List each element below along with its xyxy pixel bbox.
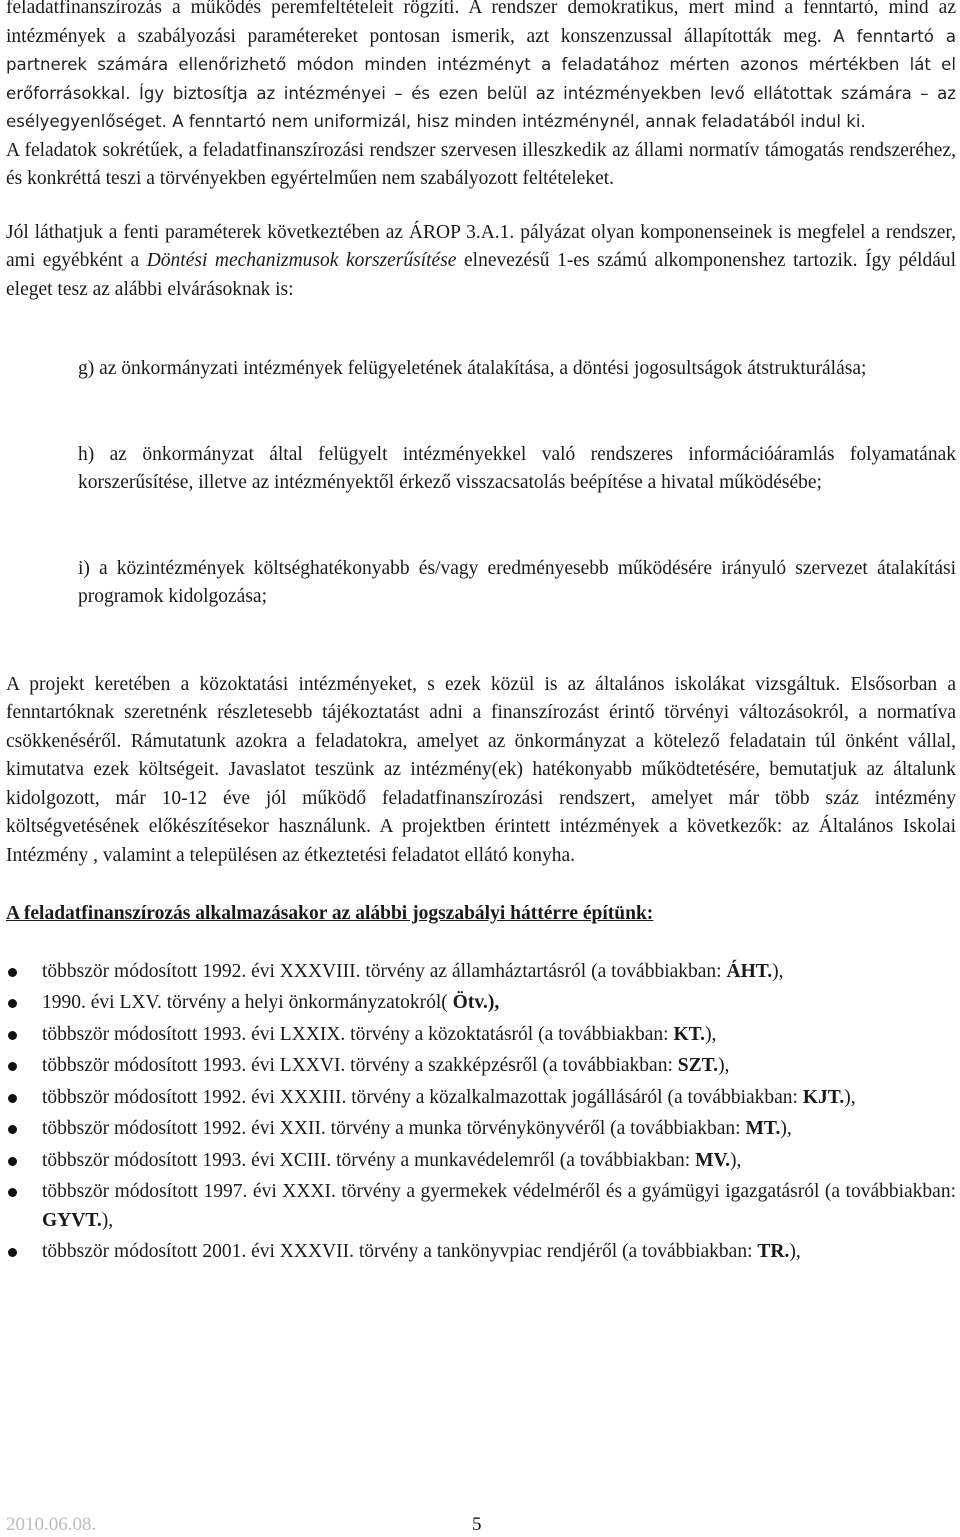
law-abbreviation: Ötv.), bbox=[452, 992, 500, 1013]
bullet-icon bbox=[8, 999, 17, 1008]
legal-background-heading: A feladatfinanszírozás alkalmazásakor az alábbi jogszabályi háttérre építünk: bbox=[6, 903, 654, 924]
law-item: többször módosított 1992. évi XXII. törvény a munka törvénykönyvéről (a továbbiakban: MT.), bbox=[6, 1115, 956, 1144]
law-abbreviation: GYVT. bbox=[42, 1209, 102, 1231]
law-item: többször módosított 1992. évi XXXVIII. törvény az államháztartásról (a továbbiakban: ÁHT.), bbox=[6, 958, 956, 987]
law-item: többször módosított 1993. évi LXXVI. törvény a szakképzésről (a továbbiakban: SZT.), bbox=[6, 1052, 956, 1081]
tasks-paragraph: A feladatok sokrétűek, a feladatfinanszírozási rendszer szervesen illeszkedik az állami normatív támogatás rendszeréhez, és konkréttá teszi a törvényekben egyértelműen nem szabályozott feltételeket. bbox=[6, 139, 956, 189]
law-abbreviation: KT. bbox=[673, 1023, 706, 1045]
law-item: többször módosított 2001. évi XXXVII. törvény a tankönyvpiac rendjéről (a továbbiakban: TR.), bbox=[6, 1238, 956, 1267]
bullet-icon bbox=[8, 1157, 17, 1166]
law-item: többször módosított 1993. évi LXXIX. törvény a közoktatásról (a továbbiakban: KT.), bbox=[6, 1021, 956, 1050]
law-abbreviation: MT. bbox=[745, 1118, 781, 1139]
law-item: többször módosított 1993. évi XCIII. törvény a munkavédelemről (a továbbiakban: MV.), bbox=[6, 1147, 956, 1176]
document-page bbox=[6, 0, 956, 1270]
bullet-icon bbox=[8, 1125, 17, 1134]
bullet-icon bbox=[8, 1094, 17, 1103]
law-abbreviation: MV. bbox=[695, 1149, 730, 1171]
arop-italic-title: Döntési mechanizmusok korszerűsítése bbox=[146, 250, 457, 271]
law-item: többször módosított 1997. évi XXXI. törvény a gyermekek védelméről és a gyámügyi igazgatásról (a továbbiakban: GYVT.), bbox=[6, 1178, 956, 1235]
law-abbreviation: SZT. bbox=[677, 1055, 719, 1076]
bullet-icon bbox=[8, 1031, 17, 1040]
intro-sentence-1: feladatfinanszírozás a működés peremfeltételeit rögzíti. A rendszer demokratikus, mert mind a fenntartó, mind az intézmények a szabályozási paramétereket pontosan ismerik, azt konszenzussal állapították meg. bbox=[6, 0, 956, 47]
list-item-g: g) az önkormányzati intézmények felügyeletének átalakítása, a döntési jogosultságok átstrukturálása; bbox=[78, 358, 867, 379]
page-number: 5 bbox=[472, 1514, 482, 1535]
bullet-icon bbox=[8, 1188, 17, 1197]
arop-text-2: elnevezésű 1-es számú alkomponenshez tartozik. Így például eleget tesz az alábbi elvárásoknak is: bbox=[6, 250, 957, 300]
list-item-i: i) a közintézmények költséghatékonyabb és/vagy eredményesebb működésére irányuló szervezet átalakítási programok kidolgozása; bbox=[78, 557, 956, 607]
law-item: többször módosított 1992. évi XXXIII. törvény a közalkalmazottak jogállásáról (a továbbiakban: KJT.), bbox=[6, 1084, 956, 1113]
list-item-h: h) az önkormányzat által felügyelt intézményekkel való rendszeres információáramlás folyamatának korszerűsítése, illetve az intézményektől érkező visszacsatolás beépítése a hivatal működésébe; bbox=[78, 443, 956, 493]
intro-sentence-2: A fenntartó a partnerek számára ellenőrizhető módon minden intézményt a feladatához mérten azonos mértékben lát el erőforrásokkal. Így biztosítja az intézményei – és ezen belül az intézményekben levő ellátottak számára – az esélyegyenlőséget. A fenntartó nem uniformizál, hisz minden intézménynél, annak feladatából indul ki. bbox=[6, 26, 957, 131]
footer-date: 2010.06.08. bbox=[6, 1514, 97, 1535]
law-abbreviation: KJT. bbox=[802, 1086, 845, 1108]
bullet-icon bbox=[8, 1248, 17, 1257]
law-abbreviation: TR. bbox=[757, 1241, 790, 1262]
law-abbreviation: ÁHT. bbox=[726, 960, 773, 982]
law-list bbox=[6, 958, 956, 1267]
law-item: 1990. évi LXV. törvény a helyi önkormányzatokról( Ötv.), bbox=[6, 989, 956, 1018]
intro-paragraph bbox=[6, 0, 956, 137]
bullet-icon bbox=[8, 1062, 17, 1071]
intro-block bbox=[6, 0, 956, 194]
arop-text-1: Jól láthatjuk a fenti paraméterek következtében az ÁROP 3.A.1. pályázat olyan komponenseinek is megfelel a rendszer, ami egyébként a bbox=[6, 221, 956, 271]
bullet-icon bbox=[8, 968, 17, 977]
arop-paragraph bbox=[6, 219, 956, 305]
project-paragraph: A projekt keretében a közoktatási intézményeket, s ezek közül is az általános iskolákat vizsgáltuk. Elsősorban a fenntartóknak szeretnénk részletesebb tájékoztatást adni a finanszírozást érintő törvényi változásokról, a normatíva csökkenéséről. Rámutatunk azokra a feladatokra, amelyet az önkormányzat a kötelező feladatain túl önként vállal, kimutatva ezek költségeit. Javaslatot teszünk az intézmény(ek) hatékonyabb működtetésére, bemutatjuk az általunk kidolgozott, már 10-12 éve jól működő feladatfinanszírozási rendszert, amelyet már több száz intézmény költségvetésének előkészítésekor használunk. A projektben érintett intézmények a következők: az Általános Iskolai Intézmény , valamint a településen az étkeztetési feladatot ellátó konyha. bbox=[6, 673, 956, 866]
